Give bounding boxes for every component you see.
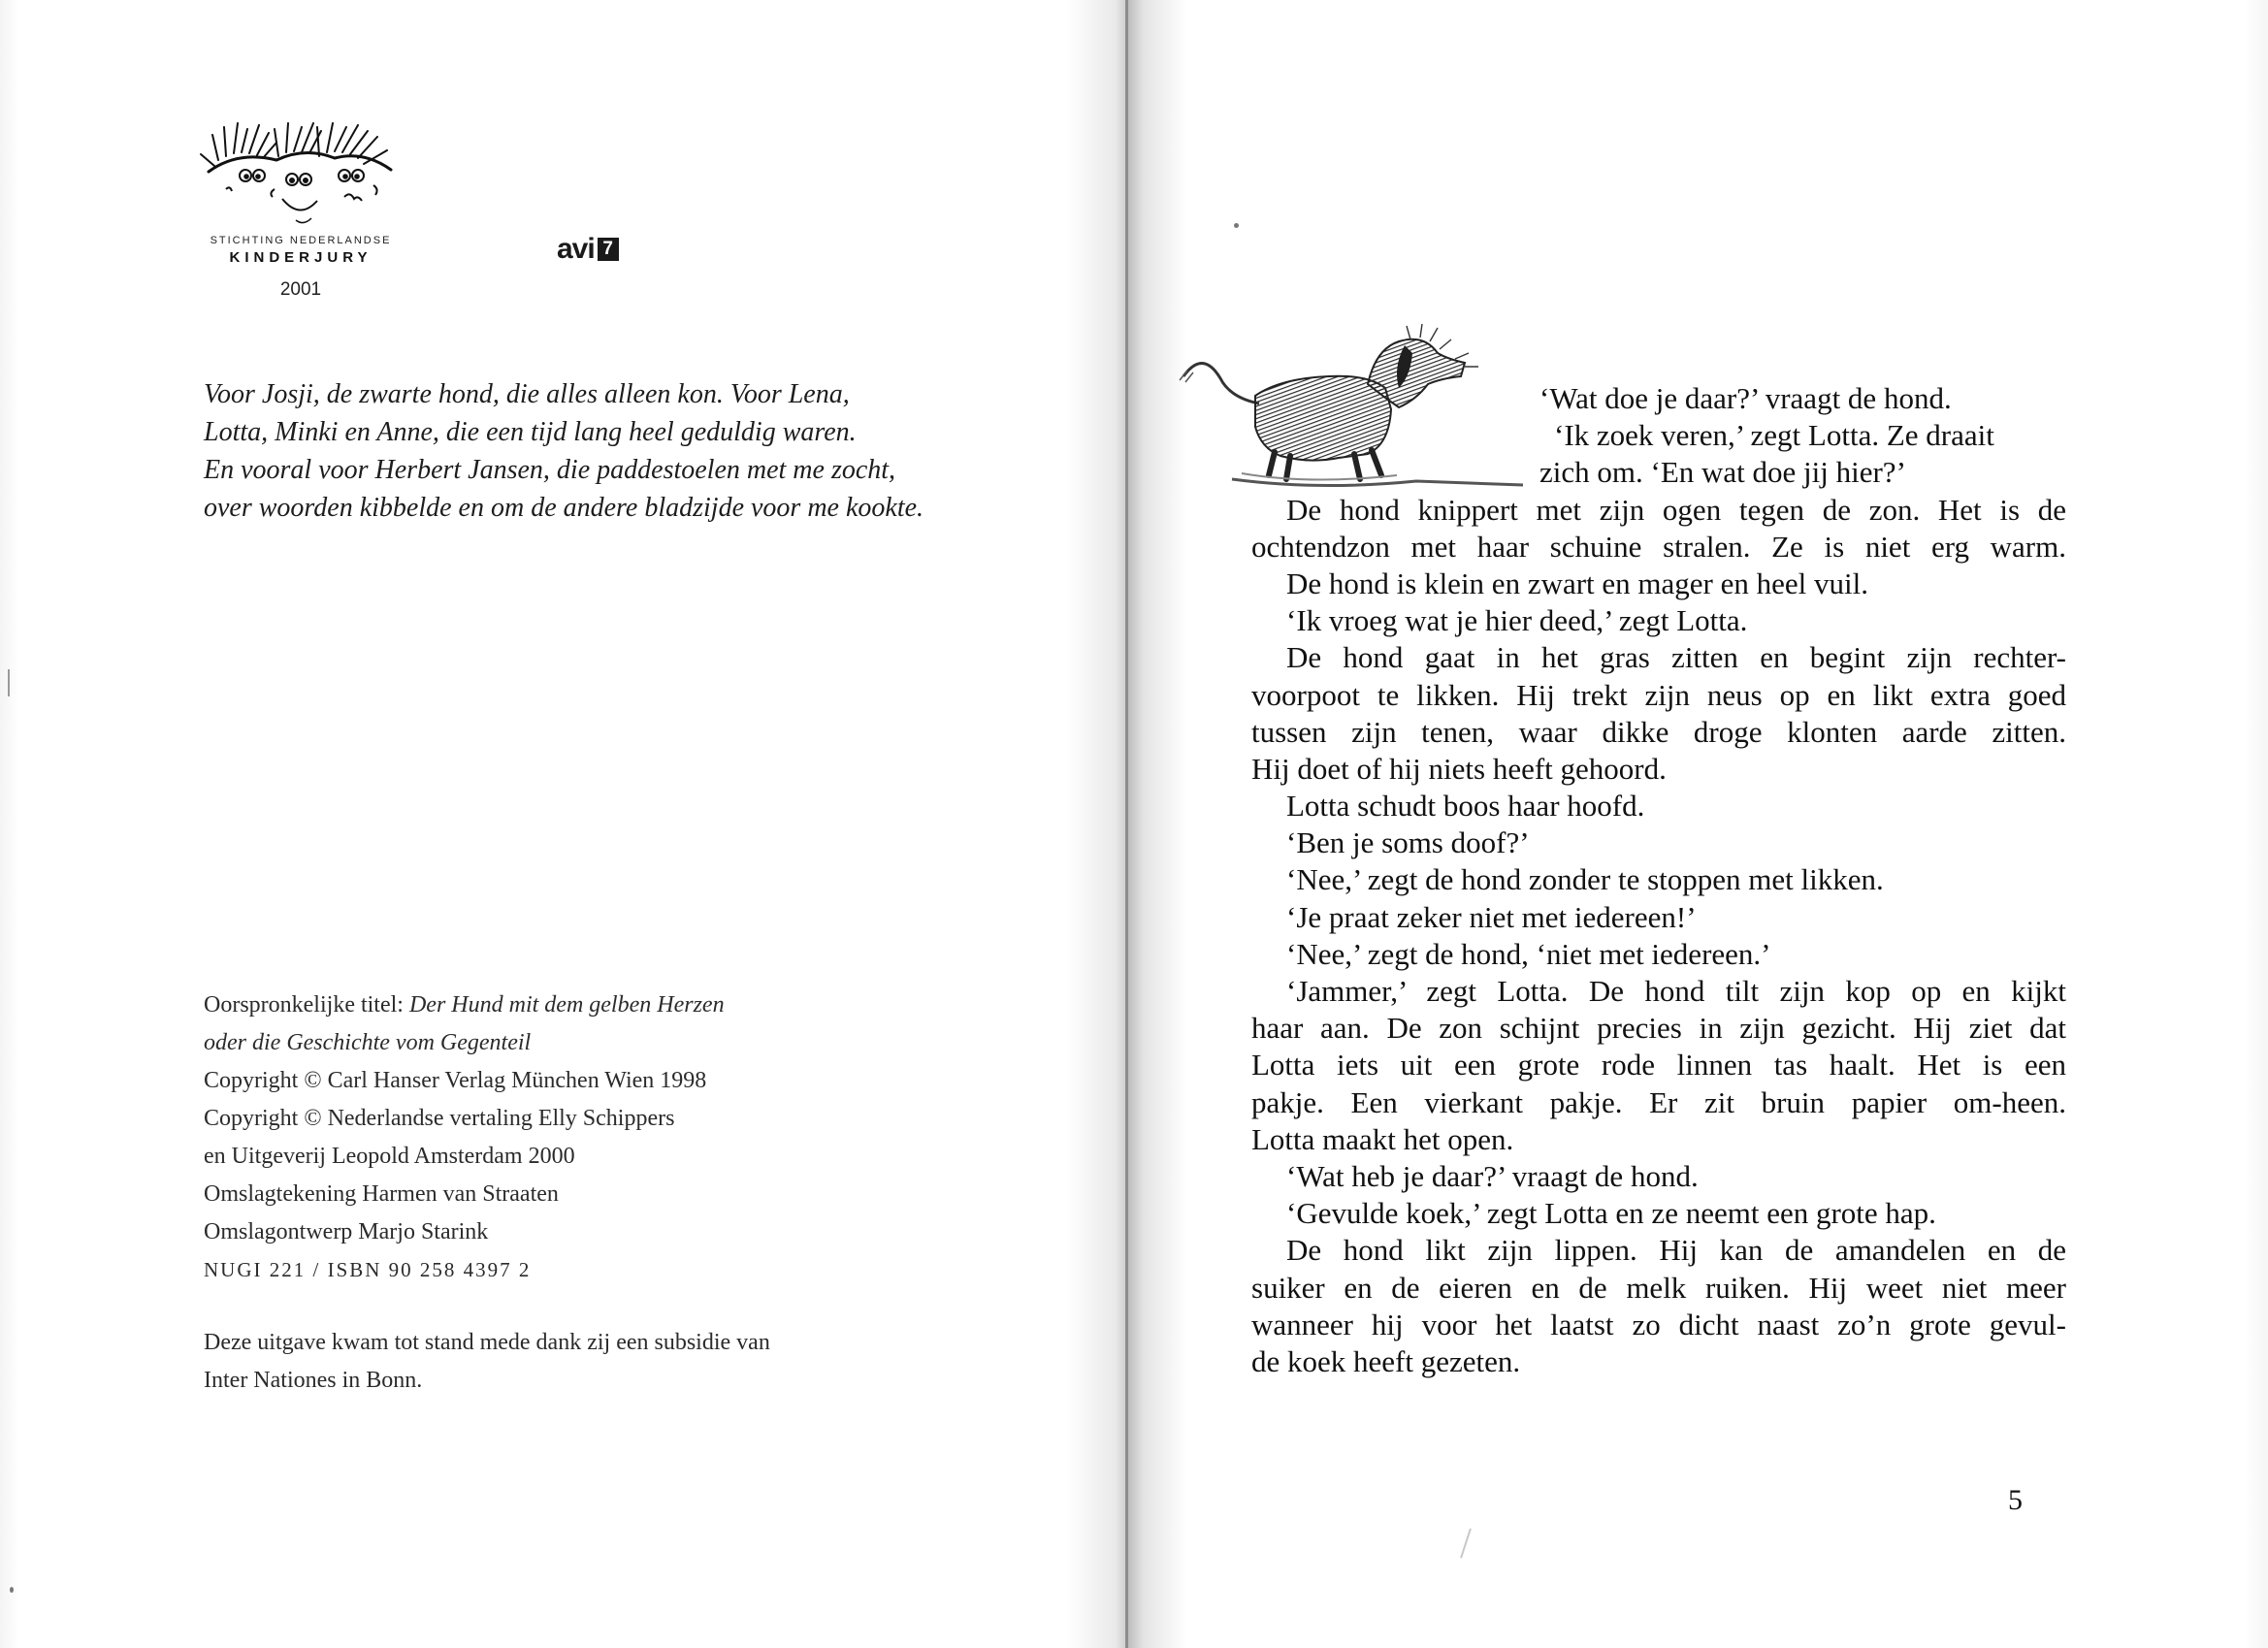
scan-speck: [10, 1587, 14, 1593]
story-line: ‘Nee,’ zegt de hond zonder te stoppen met likken.: [1286, 862, 1884, 897]
kinderjury-logo: [199, 121, 403, 315]
story-line: wanneer hij voor het laatst zo dicht naast zo’n grote gevul-: [1251, 1307, 2066, 1341]
dedication-line: Voor Josji, de zwarte hond, die alles alleen kon. Voor Lena,: [204, 379, 850, 409]
subsidy-note: [204, 1324, 941, 1400]
avi-badge: [557, 233, 619, 265]
story-line: ‘Ik vroeg wat je hier deed,’ zegt Lotta.: [1286, 603, 1748, 638]
dedication: [204, 375, 1057, 527]
cover-drawing-credit: Omslagtekening Harmen van Straaten: [204, 1181, 559, 1207]
story-line: De hond is klein en zwart en mager en heel vuil.: [1286, 565, 1868, 600]
story-line: pakje. Een vierkant pakje. Er zit bruin papier om-heen.: [1251, 1084, 2066, 1119]
story-line: ‘Nee,’ zegt de hond, ‘niet met iedereen.’: [1286, 936, 1771, 971]
paper-crease: [8, 669, 10, 696]
story-line: Hij doet of hij niets heeft gehoord.: [1251, 751, 1667, 786]
story-line: ‘Ben je soms doof?’: [1286, 825, 1530, 860]
story-line: ‘Ik zoek veren,’ zegt Lotta. Ze draait: [1554, 418, 1994, 453]
story-line: De hond knippert met zijn ogen tegen de zon. Het is de: [1286, 492, 2066, 527]
story-line: ‘Wat heb je daar?’ vraagt de hond.: [1286, 1158, 1699, 1193]
cover-design-credit: Omslagontwerp Marjo Starink: [204, 1219, 489, 1244]
story-line: Lotta iets uit een grote rode linnen tas haalt. Het is een: [1251, 1048, 2066, 1083]
original-title-cont-line: [204, 1024, 941, 1062]
story-line: zich om. ‘En wat doe jij hier?’: [1539, 455, 1906, 490]
story-line: ‘Gevulde koek,’ zegt Lotta en ze neemt een grote hap.: [1286, 1196, 1936, 1231]
story-line: de koek heeft gezeten.: [1251, 1343, 1521, 1378]
story-line: ‘Je praat zeker niet met iedereen!’: [1286, 899, 1697, 934]
original-title-line: [204, 986, 941, 1024]
left-page: [0, 0, 1128, 1648]
story-line: De hond likt zijn lippen. Hij kan de amandelen en de: [1286, 1233, 2066, 1268]
subsidy-line: Inter Nationes in Bonn.: [204, 1368, 423, 1393]
dedication-line: En vooral voor Herbert Jansen, die paddestoelen met me zocht,: [204, 455, 896, 485]
dedication-line: over woorden kibbelde en om de andere bladzijde voor me kookte.: [204, 493, 924, 523]
story-line: ochtendzon met haar schuine stralen. Ze is niet erg warm.: [1251, 529, 2066, 564]
isbn-line: NUGI 221 / ISBN 90 258 4397 2: [204, 1258, 532, 1281]
copyright-dutch-publisher: en Uitgeverij Leopold Amsterdam 2000: [204, 1144, 575, 1169]
avi-level: 7: [598, 238, 619, 261]
story-line: ‘Jammer,’ zegt Lotta. De hond tilt zijn kop op en kijkt: [1286, 974, 2066, 1008]
logo-name: KINDERJURY: [229, 249, 373, 266]
story-line: haar aan. De zon schijnt precies in zijn gezicht. Hij ziet dat: [1251, 1011, 2066, 1046]
original-title-cont: oder die Geschichte vom Gegenteil: [204, 1030, 532, 1055]
logo-subtitle: STICHTING NEDERLANDSE: [210, 235, 392, 246]
story-line: tussen zijn tenen, waar dikke droge klonten aarde zitten.: [1251, 714, 2066, 749]
copyright-publisher: Copyright © Carl Hanser Verlag München Wien 1998: [204, 1068, 707, 1093]
avi-text: avi: [557, 233, 595, 265]
page-number: 5: [2008, 1484, 2023, 1516]
dedication-line: Lotta, Minki en Anne, die een tijd lang heel geduldig waren.: [204, 417, 857, 447]
story-line: suiker en de eieren en de melk ruiken. Hij weet niet meer: [1251, 1270, 2066, 1305]
story-line: Lotta schudt boos haar hoofd.: [1286, 789, 1645, 824]
two-cartoon-faces-logo-icon: [199, 121, 403, 228]
original-title: Der Hund mit dem gelben Herzen: [408, 992, 725, 1018]
colophon: [204, 986, 941, 1289]
story-line: Lotta maakt het open.: [1251, 1121, 1514, 1156]
story-line: De hond gaat in het gras zitten en begint zijn rechter-: [1286, 640, 2066, 675]
logo-year: 2001: [279, 279, 322, 300]
story-line: voorpoot te likken. Hij trekt zijn neus op en likt extra goed: [1251, 677, 2066, 712]
original-title-label: Oorspronkelijke titel:: [204, 992, 409, 1018]
copyright-translation: Copyright © Nederlandse vertaling Elly Schippers: [204, 1106, 675, 1131]
subsidy-line: Deze uitgave kwam tot stand mede dank zij een subsidie van: [204, 1330, 770, 1355]
story-line: ‘Wat doe je daar?’ vraagt de hond.: [1539, 381, 1952, 415]
story-text: [1251, 380, 2066, 1380]
scan-speck: [1234, 223, 1239, 228]
